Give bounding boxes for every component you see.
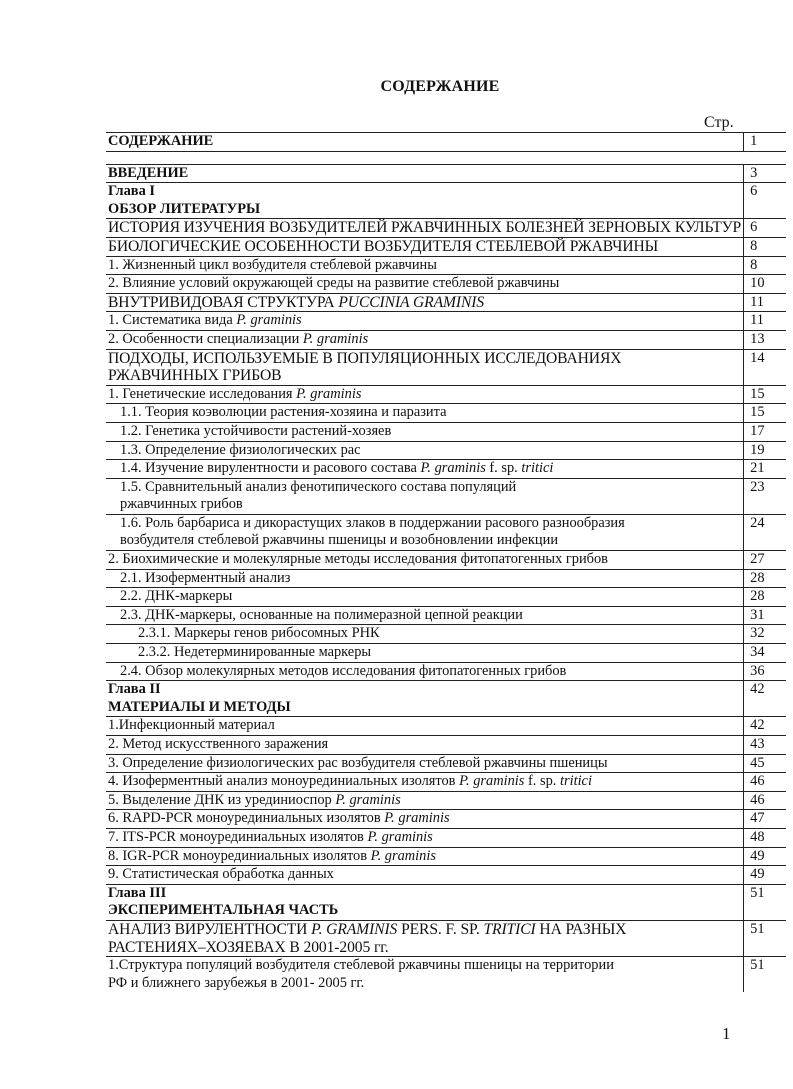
- toc-entry-title: 8. IGR-PCR моноурединиальных изолятов P. graminis: [106, 847, 744, 866]
- toc-entry: [106, 514, 786, 550]
- toc-entry-title: Глава III ЭКСПЕРИМЕНТАЛЬНАЯ ЧАСТЬ: [106, 884, 744, 920]
- toc-entry-page: 42: [744, 717, 786, 736]
- toc-entry-page: 10: [744, 275, 786, 294]
- toc-entry: [106, 681, 786, 717]
- toc-entry-page: 34: [744, 644, 786, 663]
- toc-entry: [106, 791, 786, 810]
- toc-entry-title: 4. Изоферментный анализ моноурединиальных изолятов P. graminis f. sp. tritici: [106, 773, 744, 792]
- toc-entry: [106, 810, 786, 829]
- toc-entry-page: 3: [744, 164, 786, 183]
- toc-entry-page: 13: [744, 330, 786, 349]
- toc-entry-page: 51: [744, 920, 786, 956]
- toc-entry: [106, 847, 786, 866]
- toc-entry-title: 2.2. ДНК-маркеры: [106, 588, 744, 607]
- toc-entry: [106, 866, 786, 885]
- toc-entry: [106, 773, 786, 792]
- toc-entry-page: 28: [744, 569, 786, 588]
- toc-entry-page: 48: [744, 828, 786, 847]
- toc-entry-page: 42: [744, 681, 786, 717]
- toc-entry-page: 14: [744, 349, 786, 385]
- toc-entry-title: 5. Выделение ДНК из урединиоспор P. graminis: [106, 791, 744, 810]
- toc-entry-title: 2. Метод искусственного заражения: [106, 736, 744, 755]
- toc-entry-title: 1.3. Определение физиологических рас: [106, 441, 744, 460]
- toc-entry: [106, 828, 786, 847]
- toc-entry-page: 43: [744, 736, 786, 755]
- toc-entry-title: 6. RAPD-PCR моноурединиальных изолятов P. graminis: [106, 810, 744, 829]
- toc-entry-page: 27: [744, 551, 786, 570]
- toc-entry-page: 6: [744, 219, 786, 238]
- toc-entry: [106, 625, 786, 644]
- toc-entry-page: 24: [744, 514, 786, 550]
- toc-entry: [106, 884, 786, 920]
- toc-entry-title: 1.2. Генетика устойчивости растений-хозяев: [106, 422, 744, 441]
- toc-entry-page: 46: [744, 773, 786, 792]
- toc-entry: [106, 293, 786, 312]
- toc-entry-title: 1.Инфекционный материал: [106, 717, 744, 736]
- toc-entry-page: 19: [744, 441, 786, 460]
- toc-entry-title: 1.Структура популяций возбудителя стеблевой ржавчины пшеницы на территории РФ и ближнего зарубежья в 2001- 2005 гг.: [106, 957, 744, 993]
- toc-entry-page: 15: [744, 404, 786, 423]
- toc-entry-title: 1.4. Изучение вирулентности и расового состава P. graminis f. sp. tritici: [106, 460, 744, 479]
- page-title: СОДЕРЖАНИЕ: [380, 78, 500, 95]
- toc-entry: [106, 422, 786, 441]
- toc-entry-title: АНАЛИЗ ВИРУЛЕНТНОСТИ P. GRAMINIS PERS. F. SP. TRITICI НА РАЗНЫХ РАСТЕНИЯХ–ХОЗЯЕВАХ В 2001-2005 гг.: [106, 920, 744, 956]
- toc-entry: [106, 662, 786, 681]
- toc-entry-title: 9. Статистическая обработка данных: [106, 866, 744, 885]
- toc-entry-page: 32: [744, 625, 786, 644]
- toc-entry: [106, 441, 786, 460]
- toc-entry-title: 2.3.1. Маркеры генов рибосомных РНК: [106, 625, 744, 644]
- toc-entry: [106, 385, 786, 404]
- toc-entry-title: 1.1. Теория коэволюции растения-хозяина и паразита: [106, 404, 744, 423]
- toc-entry-page: 6: [744, 183, 786, 219]
- toc-entry-title: БИОЛОГИЧЕСКИЕ ОСОБЕННОСТИ ВОЗБУДИТЕЛЯ СТЕБЛЕВОЙ РЖАВЧИНЫ: [106, 237, 744, 256]
- toc-entry-page: 28: [744, 588, 786, 607]
- toc-entry-page: 47: [744, 810, 786, 829]
- toc-entry-page: 21: [744, 460, 786, 479]
- toc-entry: [106, 717, 786, 736]
- toc-entry: [106, 275, 786, 294]
- toc-entry-page: 8: [744, 237, 786, 256]
- toc-entry: [106, 920, 786, 956]
- toc-entry-title: ВНУТРИВИДОВАЯ СТРУКТУРА PUCCINIA GRAMINIS: [106, 293, 744, 312]
- toc-entry-title: 2. Влияние условий окружающей среды на развитие стеблевой ржавчины: [106, 275, 744, 294]
- toc-entry-title: 1. Генетические исследования P. graminis: [106, 385, 744, 404]
- toc-entry-title: 2. Биохимические и молекулярные методы исследования фитопатогенных грибов: [106, 551, 744, 570]
- toc-entry-title: 3. Определение физиологических рас возбудителя стеблевой ржавчины пшеницы: [106, 754, 744, 773]
- toc-entry: [106, 478, 786, 514]
- toc-entry: [106, 551, 786, 570]
- toc-entry-page: 49: [744, 866, 786, 885]
- toc-entry-title: 1. Жизненный цикл возбудителя стеблевой ржавчины: [106, 256, 744, 275]
- toc-entry-title: 2.3.2. Недетерминированные маркеры: [106, 644, 744, 663]
- toc-entry-page: 1: [744, 133, 786, 152]
- toc-entry-page: 11: [744, 312, 786, 331]
- toc-entry: [106, 569, 786, 588]
- toc-entry: [106, 256, 786, 275]
- toc-entry-page: 51: [744, 884, 786, 920]
- toc-entry-title: ВВЕДЕНИЕ: [106, 164, 744, 183]
- toc-entry-page: 45: [744, 754, 786, 773]
- toc-entry-title: Глава II МАТЕРИАЛЫ И МЕТОДЫ: [106, 681, 744, 717]
- page-number: 1: [722, 1024, 731, 1043]
- toc-entry-title: 2. Особенности специализации P. graminis: [106, 330, 744, 349]
- toc-entry-title: ИСТОРИЯ ИЗУЧЕНИЯ ВОЗБУДИТЕЛЕЙ РЖАВЧИННЫХ БОЛЕЗНЕЙ ЗЕРНОВЫХ КУЛЬТУР: [106, 219, 744, 238]
- toc-entry-title: СОДЕРЖАНИЕ: [106, 133, 744, 152]
- toc-entry: [106, 237, 786, 256]
- toc-entry-title: 1.5. Сравнительный анализ фенотипического состава популяций ржавчинных грибов: [106, 478, 744, 514]
- toc-entry-page: 23: [744, 478, 786, 514]
- toc-spacer: [106, 151, 786, 164]
- toc-entry: [106, 606, 786, 625]
- toc-entry-page: 51: [744, 957, 786, 993]
- toc-entry: [106, 736, 786, 755]
- toc-entry-title: 2.3. ДНК-маркеры, основанные на полимеразной цепной реакции: [106, 606, 744, 625]
- page-column-label: Стр.: [704, 114, 734, 131]
- toc-entry-page: 36: [744, 662, 786, 681]
- toc-entry: [106, 219, 786, 238]
- toc-entry: [106, 460, 786, 479]
- toc-entry-title: Глава I ОБЗОР ЛИТЕРАТУРЫ: [106, 183, 744, 219]
- toc-entry-page: 31: [744, 606, 786, 625]
- toc-entry: [106, 312, 786, 331]
- toc-entry: [106, 754, 786, 773]
- toc-entry: [106, 349, 786, 385]
- toc-entry: [106, 957, 786, 993]
- toc-entry-title: 7. ITS-PCR моноурединиальных изолятов P. graminis: [106, 828, 744, 847]
- toc-entry-title: 2.1. Изоферментный анализ: [106, 569, 744, 588]
- toc-entry-title: 1.6. Роль барбариса и дикорастущих злаков в поддержании расового разнообразия возбудителя стеблевой ржавчины пшеницы и возобновлении инфекции: [106, 514, 744, 550]
- toc-entry-title: 1. Систематика вида P. graminis: [106, 312, 744, 331]
- toc-entry: [106, 588, 786, 607]
- toc-entry: [106, 164, 786, 183]
- toc-entry-page: 15: [744, 385, 786, 404]
- toc-entry: [106, 133, 786, 152]
- toc-entry: [106, 644, 786, 663]
- toc-entry-page: 46: [744, 791, 786, 810]
- toc-entry-page: 49: [744, 847, 786, 866]
- table-of-contents: [106, 132, 786, 992]
- toc-entry: [106, 183, 786, 219]
- toc-entry-title: ПОДХОДЫ, ИСПОЛЬЗУЕМЫЕ В ПОПУЛЯЦИОННЫХ ИССЛЕДОВАНИЯХ РЖАВЧИННЫХ ГРИБОВ: [106, 349, 744, 385]
- toc-entry-page: 8: [744, 256, 786, 275]
- toc-entry-page: 11: [744, 293, 786, 312]
- toc-entry: [106, 330, 786, 349]
- toc-entry-page: 17: [744, 422, 786, 441]
- toc-entry-title: 2.4. Обзор молекулярных методов исследования фитопатогенных грибов: [106, 662, 744, 681]
- toc-entry: [106, 404, 786, 423]
